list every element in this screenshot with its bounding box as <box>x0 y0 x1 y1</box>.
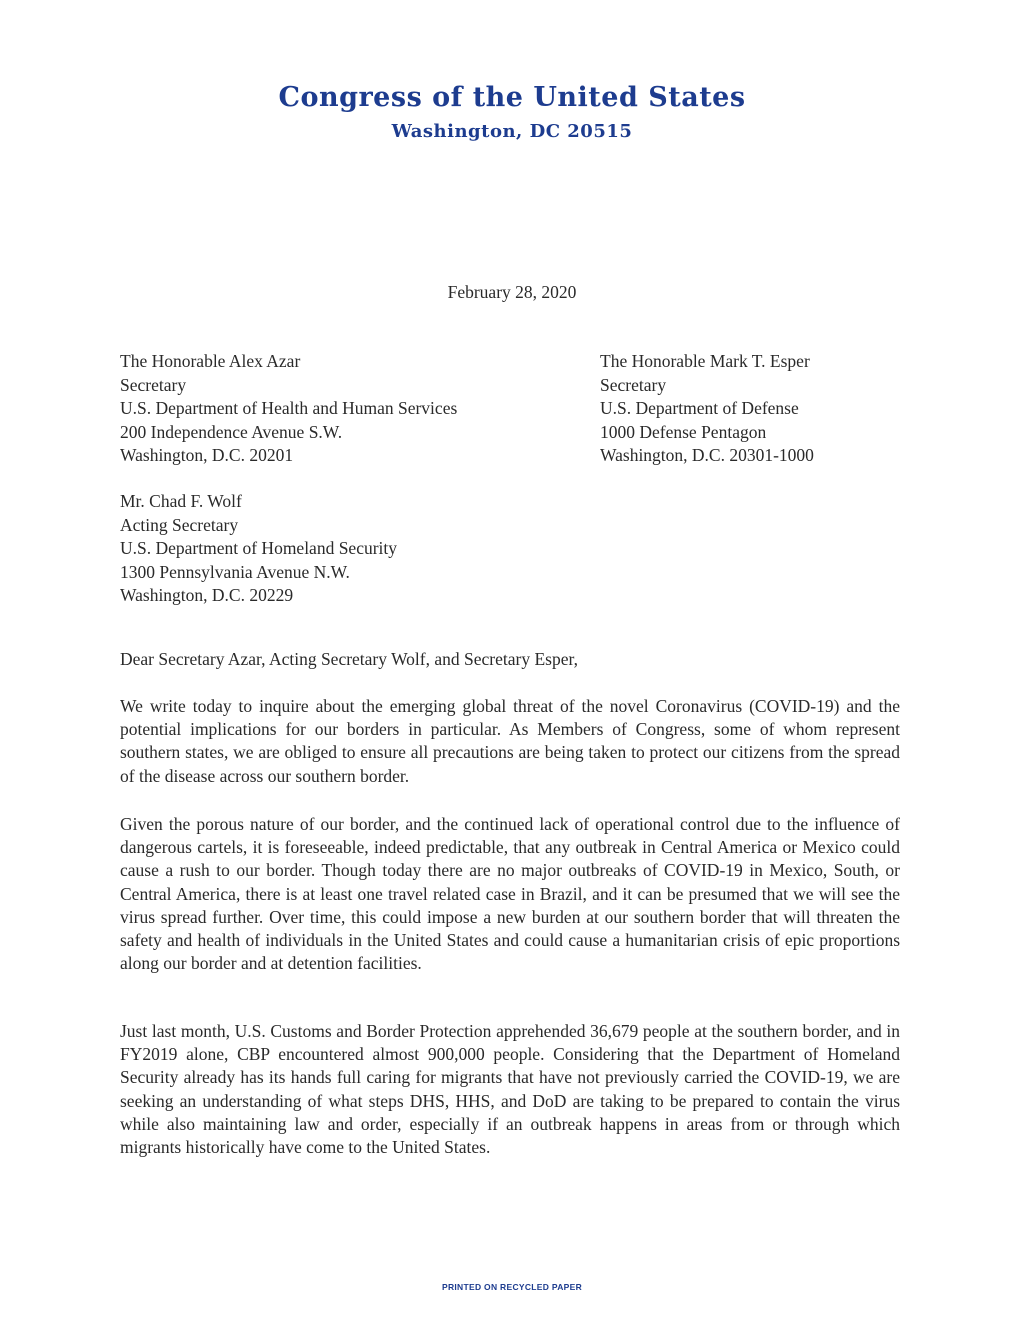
recipient-street: 1000 Defense Pentagon <box>600 421 767 442</box>
recipient-name: Mr. Chad F. Wolf <box>120 491 242 511</box>
letterhead-location: Washington, DC 20515 <box>391 121 633 142</box>
recipient-title: Secretary <box>120 374 187 395</box>
recipient-department: U.S. Department of Defense <box>600 398 799 418</box>
recycled-paper-footer: PRINTED ON RECYCLED PAPER <box>441 1282 583 1292</box>
recipient-address-azar <box>120 350 457 468</box>
recipient-address-wolf <box>120 490 397 608</box>
body-paragraph-1: We write today to inquire about the emerging global threat of the novel Coronavirus (COVID-19) and the potential implications for our borders in particular. As Members of Congress, some of whom represent southern states, we are obliged to ensure all precautions are being taken to protect our citizens from the spread of the disease across our southern border. <box>120 696 900 786</box>
body-paragraph-2: Given the porous nature of our border, and the continued lack of operational control due to the influence of dangerous cartels, it is foreseeable, indeed predictable, that any outbreak in Central America or Mexico could cause a rush to our border. Though today there are no major outbreaks of COVID-19 in Mexico, South, or Central America, there is at least one travel related case in Brazil, and it can be presumed that we will see the virus spread further. Over time, this could impose a new burden at our southern border that will threaten the safety and health of individuals in the United States and could cause a humanitarian crisis of epic proportions along our border and at detention facilities. <box>120 814 900 974</box>
recipient-city: Washington, D.C. 20229 <box>120 585 294 605</box>
recipient-address-esper <box>600 350 814 468</box>
recipient-city: Washington, D.C. 20301-1000 <box>600 445 814 465</box>
body-paragraph-3: Just last month, U.S. Customs and Border Protection apprehended 36,679 people at the southern border, and in FY2019 alone, CBP encountered almost 900,000 people. Considering that the Department of Homeland Security already has its hands full caring for migrants that have not previously carried the COVID-19, we are seeking an understanding of what steps DHS, HHS, and DoD are taking to be prepared to contain the virus while also maintaining law and order, especially if an outbreak happens in areas from or through which migrants historically have come to the United States. <box>120 1021 900 1158</box>
recipient-department: U.S. Department of Homeland Security <box>120 538 398 558</box>
recipient-department: U.S. Department of Health and Human Services <box>120 398 458 418</box>
recipient-street: 200 Independence Avenue S.W. <box>120 421 343 442</box>
recipient-city: Washington, D.C. 20201 <box>120 445 294 465</box>
recipient-name: The Honorable Mark T. Esper <box>600 351 810 371</box>
recipient-title: Acting Secretary <box>120 514 239 535</box>
recipient-name: The Honorable Alex Azar <box>120 351 301 371</box>
salutation: Dear Secretary Azar, Acting Secretary Wolf, and Secretary Esper, <box>120 649 578 669</box>
letterhead-title: Congress of the United States <box>278 82 746 113</box>
recipient-title: Secretary <box>600 374 667 395</box>
letter-date: February 28, 2020 <box>447 282 577 302</box>
recipient-street: 1300 Pennsylvania Avenue N.W. <box>120 561 350 582</box>
